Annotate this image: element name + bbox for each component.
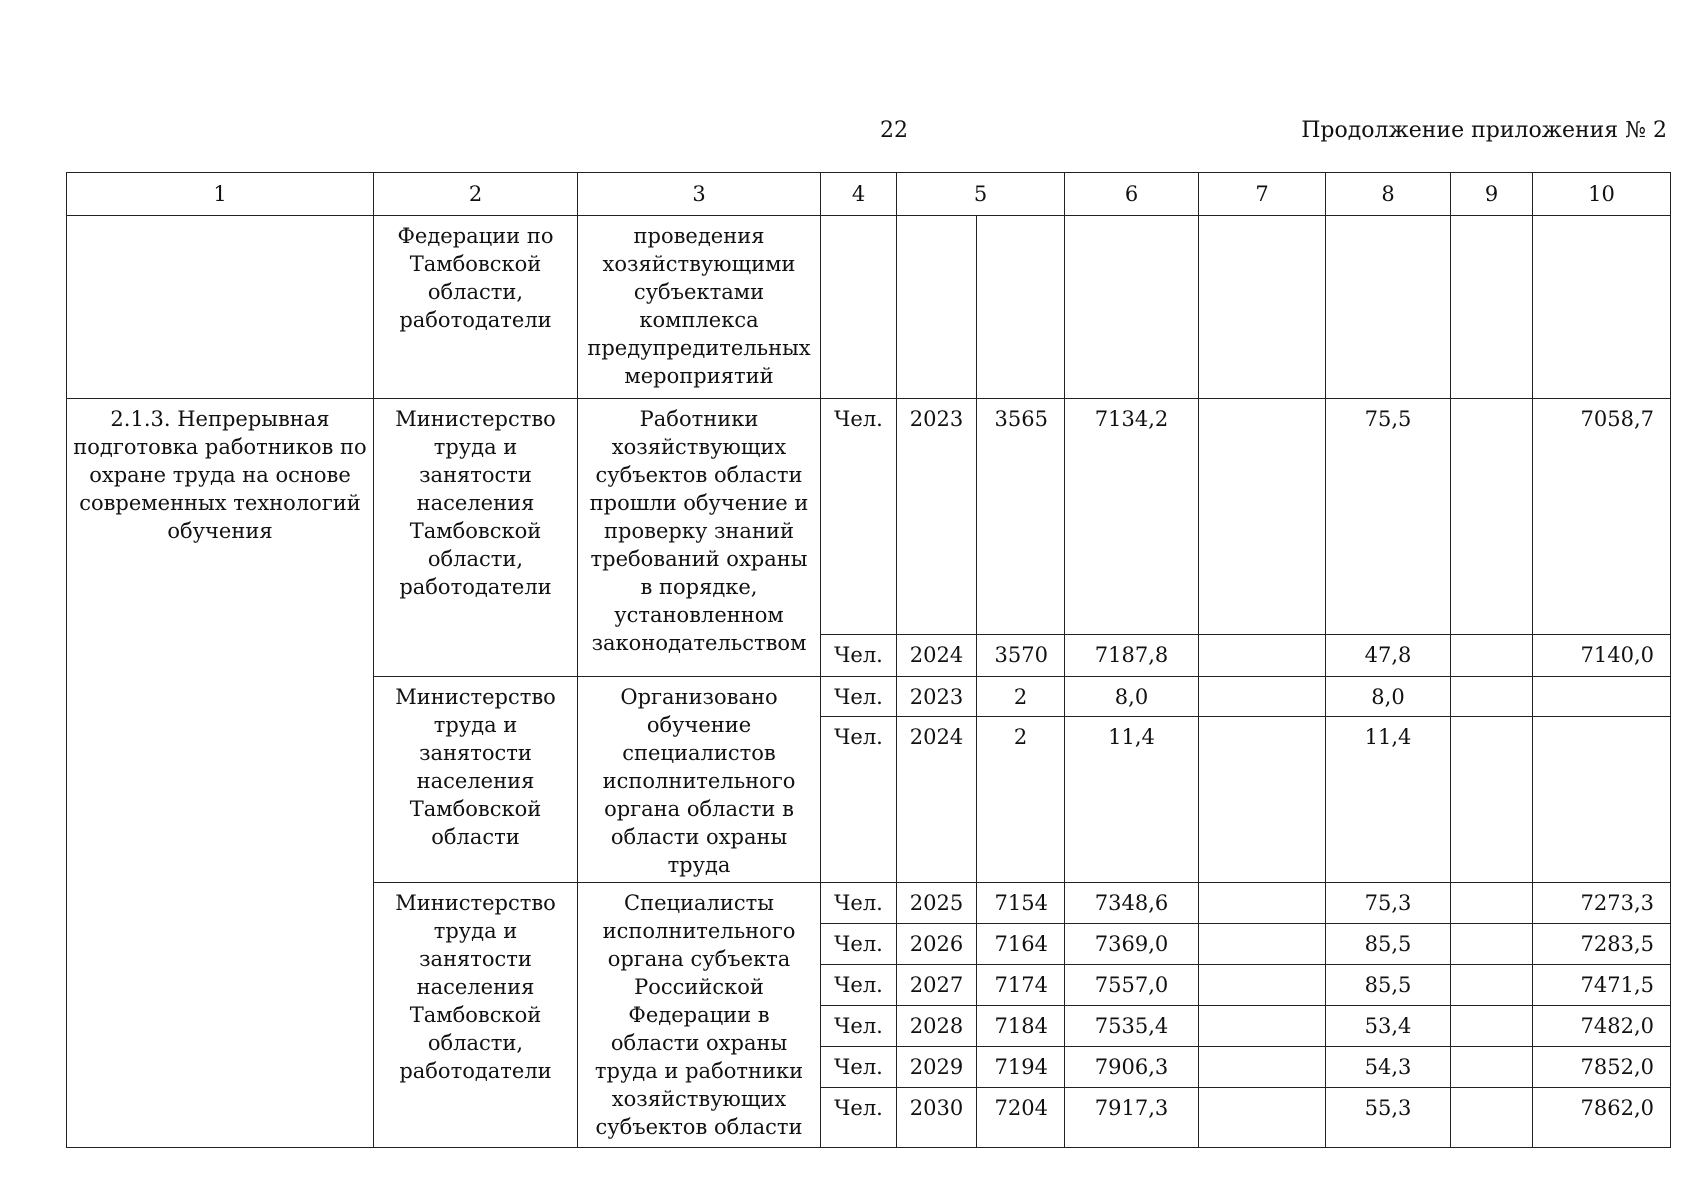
total-cell: 7134,2: [1065, 399, 1199, 635]
total-cell: 7557,0: [1065, 965, 1199, 1006]
total-cell: 7369,0: [1065, 924, 1199, 965]
year-cell: 2026: [897, 924, 977, 965]
col10-cell: 7471,5: [1533, 965, 1671, 1006]
value-cell: 7184: [977, 1006, 1065, 1047]
col7-cell: [1199, 924, 1326, 965]
unit-cell: Чел.: [821, 1088, 897, 1148]
column-number: 5: [897, 173, 1065, 216]
column-number: 1: [67, 173, 374, 216]
col9-cell: [1451, 677, 1533, 717]
year-cell: 2023: [897, 677, 977, 717]
col10-cell: 7482,0: [1533, 1006, 1671, 1047]
col10-cell: [1533, 717, 1671, 883]
unit-cell: Чел.: [821, 399, 897, 635]
col8-cell: 85,5: [1326, 924, 1451, 965]
col10-cell: [1533, 677, 1671, 717]
indicator-cell: Работники хозяйствующих субъектов области прошли обучение и проверку знаний требований охраны в порядке, установленном законодательством: [578, 399, 821, 677]
table-cell: [977, 216, 1065, 399]
column-number: 3: [578, 173, 821, 216]
col7-cell: [1199, 965, 1326, 1006]
table-cell: [897, 216, 977, 399]
table-cell: [67, 216, 374, 399]
col7-cell: [1199, 717, 1326, 883]
value-cell: 3570: [977, 635, 1065, 677]
col8-cell: 53,4: [1326, 1006, 1451, 1047]
col8-cell: 8,0: [1326, 677, 1451, 717]
table-cell: [1451, 216, 1533, 399]
table-cell: [1199, 216, 1326, 399]
total-cell: 11,4: [1065, 717, 1199, 883]
responsible-cell: Министерство труда и занятости населения Тамбовской области, работодатели: [374, 883, 578, 1148]
col10-cell: 7058,7: [1533, 399, 1671, 635]
col8-cell: 11,4: [1326, 717, 1451, 883]
value-cell: 7204: [977, 1088, 1065, 1148]
year-cell: 2027: [897, 965, 977, 1006]
page-number: 22: [880, 118, 908, 143]
value-cell: 7174: [977, 965, 1065, 1006]
total-cell: 7187,8: [1065, 635, 1199, 677]
column-number: 7: [1199, 173, 1326, 216]
col8-cell: 55,3: [1326, 1088, 1451, 1148]
column-number: 4: [821, 173, 897, 216]
col10-cell: 7852,0: [1533, 1047, 1671, 1088]
unit-cell: Чел.: [821, 1006, 897, 1047]
unit-cell: Чел.: [821, 635, 897, 677]
total-cell: 7535,4: [1065, 1006, 1199, 1047]
year-cell: 2029: [897, 1047, 977, 1088]
col8-cell: 85,5: [1326, 965, 1451, 1006]
unit-cell: Чел.: [821, 924, 897, 965]
col9-cell: [1451, 635, 1533, 677]
col9-cell: [1451, 717, 1533, 883]
col10-cell: 7283,5: [1533, 924, 1671, 965]
col7-cell: [1199, 677, 1326, 717]
column-number: 10: [1533, 173, 1671, 216]
year-cell: 2030: [897, 1088, 977, 1148]
year-cell: 2024: [897, 717, 977, 883]
total-cell: 7348,6: [1065, 883, 1199, 924]
table-cell: [1065, 216, 1199, 399]
indicator-cell: Специалисты исполнительного органа субъекта Российской Федерации в области охраны труда и работники хозяйствующих субъектов области: [578, 883, 821, 1148]
col9-cell: [1451, 1047, 1533, 1088]
indicator-cell: Организовано обучение специалистов исполнительного органа области в области охраны труда: [578, 677, 821, 883]
appendix-label: Продолжение приложения № 2: [1301, 118, 1667, 143]
col9-cell: [1451, 1006, 1533, 1047]
unit-cell: Чел.: [821, 1047, 897, 1088]
col8-cell: 75,3: [1326, 883, 1451, 924]
program-table: [66, 172, 1671, 1148]
value-cell: 7164: [977, 924, 1065, 965]
unit-cell: Чел.: [821, 717, 897, 883]
value-cell: 7194: [977, 1047, 1065, 1088]
table-cell: [821, 216, 897, 399]
year-cell: 2028: [897, 1006, 977, 1047]
year-cell: 2025: [897, 883, 977, 924]
col10-cell: 7273,3: [1533, 883, 1671, 924]
col8-cell: 47,8: [1326, 635, 1451, 677]
col7-cell: [1199, 1006, 1326, 1047]
value-cell: 2: [977, 717, 1065, 883]
total-cell: 7917,3: [1065, 1088, 1199, 1148]
responsible-cell: Федерации по Тамбовской области, работодатели: [374, 216, 578, 399]
total-cell: 7906,3: [1065, 1047, 1199, 1088]
table-row: [67, 399, 1671, 635]
measure-title-cell: 2.1.3. Непрерывная подготовка работников по охране труда на основе современных технологий обучения: [67, 399, 374, 1148]
unit-cell: Чел.: [821, 883, 897, 924]
table-cell: [1533, 216, 1671, 399]
col7-cell: [1199, 399, 1326, 635]
responsible-cell: Министерство труда и занятости населения Тамбовской области, работодатели: [374, 399, 578, 677]
column-number: 6: [1065, 173, 1199, 216]
col7-cell: [1199, 883, 1326, 924]
value-cell: 3565: [977, 399, 1065, 635]
year-cell: 2024: [897, 635, 977, 677]
col7-cell: [1199, 1047, 1326, 1088]
indicator-cell: проведения хозяйствующими субъектами комплекса предупредительных мероприятий: [578, 216, 821, 399]
column-number: 8: [1326, 173, 1451, 216]
column-number: 2: [374, 173, 578, 216]
col8-cell: 75,5: [1326, 399, 1451, 635]
continuation-row: [67, 216, 1671, 399]
responsible-cell: Министерство труда и занятости населения Тамбовской области: [374, 677, 578, 883]
column-number-row: [67, 173, 1671, 216]
col7-cell: [1199, 1088, 1326, 1148]
total-cell: 8,0: [1065, 677, 1199, 717]
unit-cell: Чел.: [821, 677, 897, 717]
col10-cell: 7862,0: [1533, 1088, 1671, 1148]
col9-cell: [1451, 924, 1533, 965]
unit-cell: Чел.: [821, 965, 897, 1006]
value-cell: 7154: [977, 883, 1065, 924]
col8-cell: 54,3: [1326, 1047, 1451, 1088]
value-cell: 2: [977, 677, 1065, 717]
col9-cell: [1451, 399, 1533, 635]
col9-cell: [1451, 965, 1533, 1006]
col9-cell: [1451, 1088, 1533, 1148]
col7-cell: [1199, 635, 1326, 677]
column-number: 9: [1451, 173, 1533, 216]
col10-cell: 7140,0: [1533, 635, 1671, 677]
year-cell: 2023: [897, 399, 977, 635]
col9-cell: [1451, 883, 1533, 924]
table-cell: [1326, 216, 1451, 399]
